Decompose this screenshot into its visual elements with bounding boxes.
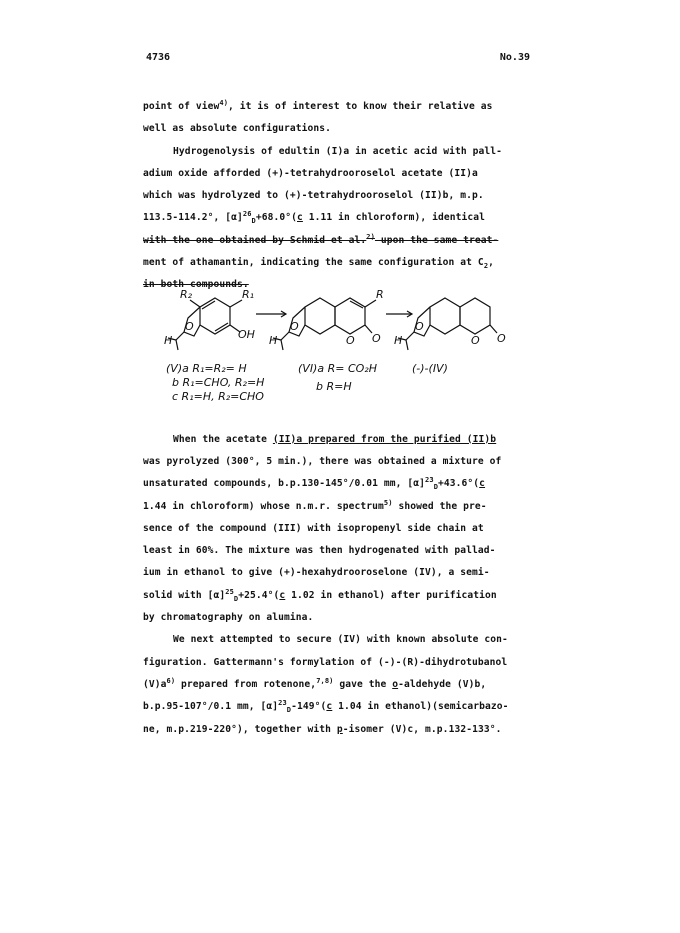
paragraph-2-line-1: Hydrogenolysis of edultin (I)a in acetic acid with pall- (173, 145, 503, 157)
scheme-hydrogen-3: H (394, 334, 403, 347)
paragraph-4-line-2: figuration. Gattermann's formylation of (-)-(R)-dihydrotubanol (143, 656, 508, 668)
scheme-oxygen-1: O (185, 320, 194, 333)
scheme-label-va: (V)a R₁=R₂= H (166, 362, 247, 375)
scheme-oxygen-4: O (372, 332, 381, 345)
paragraph-3-line-4: 1.44 in chloroform) whose n.m.r. spectrum$^{5)}$ showed the pre- (143, 498, 487, 512)
scheme-label-vb: b R₁=CHO, R₂=H (172, 376, 265, 389)
scheme-r1-label: R₁ (242, 288, 255, 301)
scheme-hydrogen-1: H (164, 334, 173, 347)
paragraph-3-line-1: When the acetate (II)a prepared from the purified (II)b (173, 433, 497, 445)
scheme-r2-label: R₂ (180, 288, 193, 301)
paragraph-3-line-8: solid with $[\alpha]^{25}_D+25.4^\circ(c$ 1.02 in ethanol) after purification (143, 587, 497, 603)
scheme-oxygen-6: O (471, 334, 480, 347)
scheme-label-iv: (-)-(IV) (412, 362, 448, 375)
paragraph-2-line-2: adium oxide afforded (+)-tetrahydrooroselol acetate (II)a (143, 167, 478, 179)
paragraph-3-line-2: was pyrolyzed (300°, 5 min.), there was obtained a mixture of (143, 455, 502, 467)
page-number: 4736 (146, 52, 171, 63)
scheme-label-vc: c R₁=H, R₂=CHO (172, 390, 264, 403)
scheme-r-label: R (376, 288, 384, 301)
paragraph-2-line-7: in both compounds. (143, 279, 249, 291)
structure-compound-iv (398, 298, 497, 350)
paragraph-2-line-4: 113.5-114.2°, $[\alpha]^{26}_D+68.0^\circ(c$ 1.11 in chloroform), identical (143, 210, 486, 226)
paragraph-1-line-2: well as absolute configurations. (143, 123, 332, 135)
paragraph-3-line-5: sence of the compound (III) with isopropenyl side chain at (143, 522, 484, 534)
scheme-oxygen-5: O (415, 320, 424, 333)
paragraph-2-line-6: ment of athamantin, indicating the same configuration at $C_2$, (143, 257, 495, 270)
scheme-oxygen-3: O (346, 334, 355, 347)
scheme-oxygen-7: O (497, 332, 506, 345)
scheme-hydrogen-2: H (269, 334, 278, 347)
paragraph-3-line-6: least in 60%. The mixture was then hydrogenated with pallad- (143, 545, 496, 557)
paragraph-3-line-7: ium in ethanol to give (+)-hexahydrooroselone (IV), a semi- (143, 567, 490, 579)
paragraph-3-line-3: unsaturated compounds, b.p.130-145°/0.01 mm, $[\alpha]^{23}_D+43.6^\circ(c$ (143, 476, 486, 492)
scheme-oh-label: OH (238, 328, 255, 341)
reaction-arrow-1 (256, 311, 286, 317)
scheme-label-via: (VI)a R= CO₂H (298, 362, 377, 375)
paragraph-1-line-1: point of view$^{4)}$, it is of interest to know their relative as (143, 98, 493, 112)
paragraph-2-line-3: which was hydrolyzed to (+)-tetrahydrooroselol (II)b, m.p. (143, 190, 484, 202)
scheme-label-vib: b R=H (316, 380, 352, 393)
paragraph-4-line-1: We next attempted to secure (IV) with known absolute con- (173, 634, 508, 646)
structure-compound-v (168, 298, 242, 350)
paragraph-4-line-5: ne, m.p.219-220°), together with p-isomer (V)c, m.p.132-133°. (143, 723, 502, 735)
structure-compound-vi (273, 298, 376, 350)
journal-issue: No.39 (499, 52, 530, 63)
reaction-arrow-2 (386, 311, 412, 317)
paragraph-4-line-3: $(V)a^{6)}$ prepared from rotenone,$^{7,8)}$ gave the o-aldehyde (V)b, (143, 676, 487, 690)
article-body (143, 96, 543, 741)
paragraph-4-line-4: b.p.95-107°/0.1 mm, $[\alpha]^{23}_D-149^\circ(c$ 1.04 in ethanol)(semicarbazo- (143, 699, 509, 715)
paragraph-2-line-5: with the one obtained by Schmid et al.$^{2)}$ upon the same treat- (143, 232, 499, 246)
scheme-oxygen-2: O (290, 320, 299, 333)
reaction-scheme (150, 280, 530, 410)
paragraph-3-line-9: by chromatography on alumina. (143, 612, 314, 624)
